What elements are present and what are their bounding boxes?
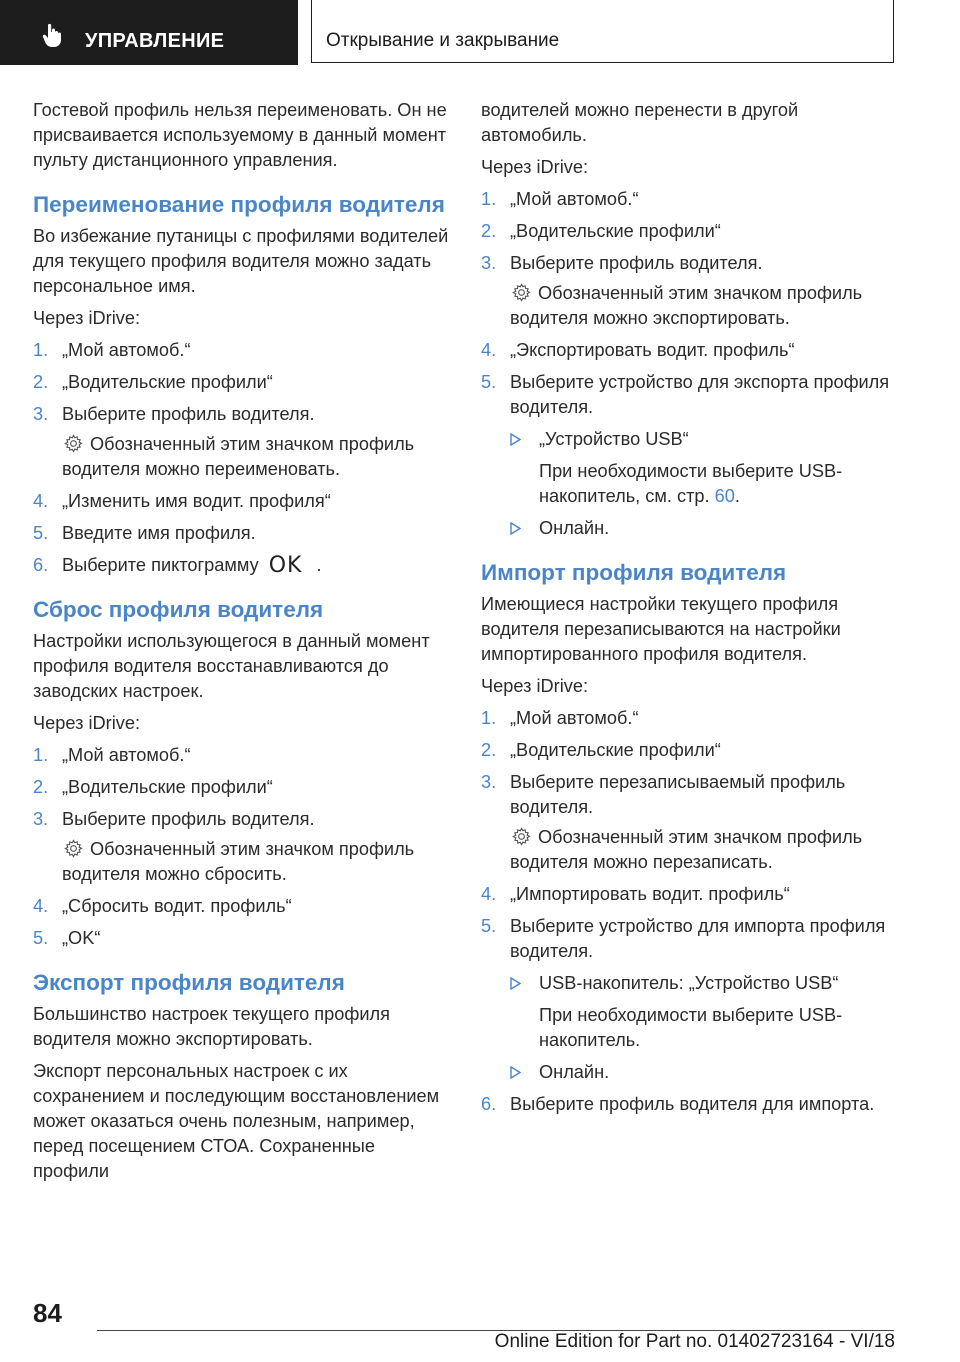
export-continued: водителей можно перенести в другой автомобиль. <box>481 100 799 145</box>
intro-paragraph: Гостевой профиль нельзя переименовать. Он не присваивается используемому в данный момент пульту дистанционного управления. <box>33 100 447 170</box>
import-steps <box>481 706 893 1117</box>
list-item: 6. Выберите пиктограмму OK . <box>33 553 322 578</box>
note: Обозначенный этим значком профиль водителя можно перезаписать. <box>510 827 863 872</box>
rename-via: Через iDrive: <box>33 308 140 328</box>
reset-steps <box>33 743 453 951</box>
page-link[interactable]: 60 <box>714 486 735 506</box>
export-via: Через iDrive: <box>481 157 588 177</box>
hand-icon <box>40 22 66 48</box>
list-item: 1. „Мой автомоб.“ <box>481 708 639 728</box>
reset-via: Через iDrive: <box>33 713 140 733</box>
list-item: 3. Выберите перезаписываемый профиль водителя. <box>481 772 846 817</box>
note: Обозначенный этим значком профиль водителя можно переименовать. <box>62 434 415 479</box>
reset-text: Настройки использующегося в данный момент профиля водителя восстанавливаются до заводских настроек. <box>33 631 430 701</box>
list-item: 5. „OK“ <box>33 928 101 948</box>
rename-steps <box>33 338 453 578</box>
gear-icon <box>512 283 531 302</box>
gear-icon <box>64 434 83 453</box>
import-via: Через iDrive: <box>481 676 588 696</box>
note: Обозначенный этим значком профиль водителя можно экспортировать. <box>510 283 863 328</box>
heading-reset: Сброс профиля водителя <box>33 597 324 622</box>
sub-item: USB-накопитель: „Устройство USB“ <box>481 971 893 996</box>
chapter-title: Открывание и закрывание <box>326 30 560 51</box>
rename-text: Во избежание путаницы с профилями водителей для текущего профиля водителя можно задать персональное имя. <box>33 226 449 296</box>
list-item: 4. „Импортировать водит. профиль“ <box>481 884 790 904</box>
import-text: Имеющиеся настройки текущего профиля водителя перезаписываются на настройки импортированного профиля водителя. <box>481 594 841 664</box>
left-column <box>33 98 453 1191</box>
list-item: 3. Выберите профиль водителя. <box>33 404 315 424</box>
list-item: 3. Выберите профиль водителя. <box>481 253 763 273</box>
triangle-right-icon <box>510 1066 521 1079</box>
list-item: 4. „Изменить имя водит. профиля“ <box>33 491 331 511</box>
sub-item-note: При необходимости выберите USB-накопитель. <box>539 1005 843 1050</box>
list-item: 4. „Сбросить водит. профиль“ <box>33 896 292 916</box>
list-item: 6. Выберите профиль водителя для импорта. <box>481 1094 875 1114</box>
sub-item: Онлайн. <box>481 1060 893 1085</box>
list-item: 2. „Водительские профили“ <box>481 221 721 241</box>
chapter-tab <box>311 0 894 63</box>
export-text-1: Большинство настроек текущего профиля водителя можно экспортировать. <box>33 1004 390 1049</box>
list-item: 3. Выберите профиль водителя. <box>33 809 315 829</box>
list-item: 1. „Мой автомоб.“ <box>33 340 191 360</box>
list-item: 2. „Водительские профили“ <box>481 740 721 760</box>
triangle-right-icon <box>510 522 521 535</box>
section-label: УПРАВЛЕНИЕ <box>85 30 225 52</box>
right-column <box>481 98 893 1124</box>
heading-export: Экспорт профиля водителя <box>33 970 345 995</box>
list-item: 2. „Водительские профили“ <box>33 372 273 392</box>
list-item: 4. „Экспортировать водит. профиль“ <box>481 340 795 360</box>
gear-icon <box>64 839 83 858</box>
export-text-2: Экспорт персональных настроек с их сохранением и последующим восстановлением может оказаться очень полезным, например, перед посещением СТОА. Сохраненные профили <box>33 1061 440 1181</box>
ok-symbol: OK <box>268 553 303 578</box>
sub-item: Онлайн. <box>481 516 893 541</box>
footer-edition: Online Edition for Part no. 01402723164 - VI/18 <box>494 1331 895 1352</box>
list-item: 5. Выберите устройство для экспорта профиля водителя. <box>481 372 890 417</box>
export-steps <box>481 187 893 541</box>
sub-item-note: При необходимости выберите USB-накопитель, см. стр. 60. <box>539 461 843 506</box>
page-number: 84 <box>33 1298 62 1328</box>
list-item: 1. „Мой автомоб.“ <box>33 745 191 765</box>
note: Обозначенный этим значком профиль водителя можно сбросить. <box>62 839 415 884</box>
section-tab <box>0 0 298 65</box>
heading-import: Импорт профиля водителя <box>481 560 787 585</box>
sub-item: „Устройство USB“ <box>481 427 893 452</box>
list-item: 5. Выберите устройство для импорта профиля водителя. <box>481 916 886 961</box>
heading-rename: Переименование профиля водителя <box>33 192 445 217</box>
triangle-right-icon <box>510 433 521 446</box>
list-item: 2. „Водительские профили“ <box>33 777 273 797</box>
list-item: 1. „Мой автомоб.“ <box>481 189 639 209</box>
gear-icon <box>512 827 531 846</box>
list-item: 5. Введите имя профиля. <box>33 523 256 543</box>
triangle-right-icon <box>510 977 521 990</box>
